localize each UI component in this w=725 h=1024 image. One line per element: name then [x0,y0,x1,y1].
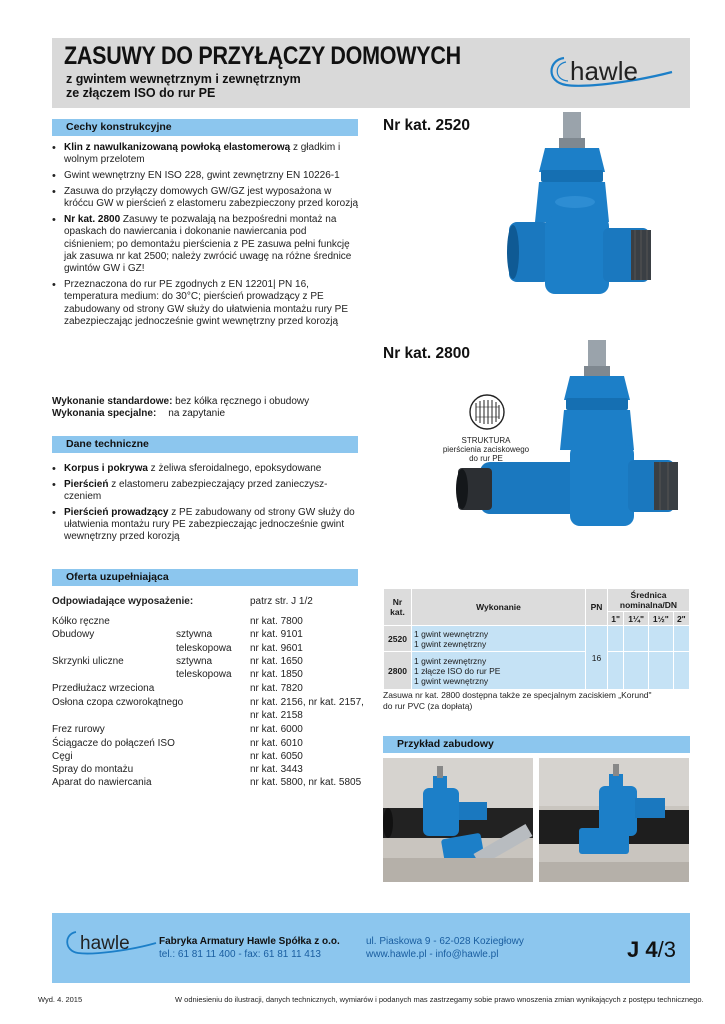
valve-2520-image [505,112,655,312]
disclaimer: W odniesieniu do ilustracji, danych technicznych, wymiarów i podanych mas zastrzegamy sobie prawo wnoszenia zmian wynikających z postępu technicznego. [175,995,704,1004]
offer-ref: nr kat. 6010 [250,737,303,749]
offer-ref: nr kat. 9601 [250,642,303,654]
svg-text:hawle: hawle [80,933,130,954]
offer-ref: nr kat. 1650 [250,655,303,667]
table-note-1: Zasuwa nr kat. 2800 dostępna także ze specjalnym zaciskiem „Korund" [383,690,652,700]
offer-ref: nr kat. 2158 [250,710,303,721]
structure-caption-2: pierścienia zaciskowego [442,445,530,454]
standard-label: Wykonanie standardowe: [52,396,173,407]
dn-cell [648,626,673,652]
structure-caption [440,436,532,463]
subtitle-line-1: z gwintem wewnętrznym i zewnętrznym [66,72,301,86]
col-header-pn: PN [586,589,608,626]
row-line: 1 gwint zewnętrzny [414,638,487,649]
table-row [384,652,690,690]
page-code-sub: /3 [657,937,676,962]
product-2520-title: Nr kat. 2520 [383,117,471,134]
dn-2: 1¼" [624,612,649,626]
list-item-bold: Pierścień prowadzący [64,506,169,518]
offer-name: Kółko ręczne [52,616,110,627]
features-list [52,142,358,332]
dn-cell [608,626,624,652]
list-item-text: Zasuwy te pozwalają na bezpośredni montaż na opaskach do nawiercania i dokonanie nawiercania pod ciśnieniem; po demontażu pierścienia z PE zasuwa pełni funkcję jak zasuwa nr kat 2500; należy zwrócić uwagę na różne średnice gwintów GW i GZ! [64,213,352,275]
dn-cell [673,652,689,690]
dn-cell [608,652,624,690]
dn-cell [624,652,649,690]
dn-cell [673,626,689,652]
list-item [52,479,358,504]
row-line: 1 gwint zewnętrzny [414,655,487,666]
page-footer [52,913,690,983]
offer-name: Aparat do nawiercania [52,777,152,789]
offer-ref: nr kat. 6000 [250,724,303,736]
offer-ref: nr kat. 1850 [250,669,303,681]
list-item-text: Zasuwa do przyłączy domowych GW/GZ jest wyposażona w króćcu GW w pierścień z elastomeru zabezpieczony przed korozją [64,185,359,210]
list-item-text: z gładkim i wolnym przelotem [64,142,341,166]
edition: Wyd. 4. 2015 [38,995,83,1004]
page-subtitle [66,72,301,100]
offer-ref: nr kat. 2156, nr kat. 2157, [250,696,364,708]
offer-type: sztywna [176,629,213,641]
tech-list [52,463,358,547]
row-line: 1 złącze ISO do rur PE [414,665,501,676]
hawle-logo [544,52,676,92]
offer-ref: nr kat. 7800 [250,616,303,627]
row-nr: 2520 [384,626,412,652]
list-item-bold: Klin z nawulkanizowaną powłoką elastomerową [64,142,291,153]
offer-name: Obudowy [52,629,95,641]
footer-address: ul. Piaskowa 9 - 62-028 Koziegłowy [366,936,524,947]
offer-col-header: Odpowiadające wyposażenie: [52,596,194,607]
section-heading-offer: Oferta uzupełniająca [52,569,358,586]
row-line: 1 gwint wewnętrzny [414,675,489,686]
col-header-nr: Nr kat. [384,589,412,626]
row-nr: 2800 [384,652,412,690]
footer-phone: tel.: 61 81 11 400 - fax: 61 81 11 413 [159,949,321,960]
special-value: na zapytanie [168,408,226,420]
offer-name: Ściągacze do połączeń ISO [52,737,175,749]
footer-web-link[interactable]: www.hawle.pl - info@hawle.pl [366,949,499,960]
offer-ref: nr kat. 7820 [250,683,303,695]
offer-type: teleskopowa [176,642,232,654]
versions-block [52,396,309,421]
list-item-bold: Nr kat. 2800 [64,213,121,225]
section-heading-tech: Dane techniczne [52,436,358,453]
list-item [52,214,358,275]
subtitle-line-2: ze złączem ISO do rur PE [66,86,216,100]
col-header-wykonanie: Wykonanie [412,589,586,626]
list-item [52,170,358,182]
list-item-text: Gwint wewnętrzny EN ISO 228, gwint zewnętrzny EN 10226-1 [64,170,340,182]
table-row [384,626,690,652]
installation-photo-1 [383,758,533,882]
table-note [383,690,652,712]
row-wykonanie [412,652,586,690]
section-heading-features: Cechy konstrukcyjne [52,119,358,136]
standard-value: bez kółka ręcznego i obudowy [172,396,310,407]
list-item-bold: Korpus i pokrywa [64,463,148,474]
dn-1: 1" [608,612,624,626]
dn-cell [624,626,649,652]
spec-table [383,588,690,690]
offer-name: Frez rurowy [52,724,105,736]
structure-caption-1: STRUKTURA [461,436,511,445]
list-item [52,279,358,328]
row-pn: 16 [586,626,608,690]
list-item-text: z żeliwa sferoidalnego, epoksydowane [147,463,322,474]
product-2800-title: Nr kat. 2800 [383,345,471,362]
list-item-text: Przeznaczona do rur PE zgodnych z EN 12201| PN 16, temperatura medium: do 30°C; pierścień prowadzący z PE zabudowany od strony GW służy do ułatwienia montażu rury PE zabezpieczając jednocześnie gwint wewnętrzny przed korozją [64,278,349,327]
page-title: ZASUWY DO PRZYŁĄCZY DOMOWYCH [64,42,461,70]
col-header-dn: Średnica nominalna/DN [608,589,690,612]
dn-3: 1½" [648,612,673,626]
structure-caption-3: do rur PE [469,454,503,463]
dn-4: 2" [673,612,689,626]
page-code-main: J 4 [627,937,658,962]
dn-cell [648,652,673,690]
page-code [627,937,676,963]
offer-ref: nr kat. 3443 [250,764,303,776]
offer-name: Skrzynki uliczne [52,655,124,667]
page-header [52,38,690,108]
footer-company: Fabryka Armatury Hawle Spółka z o.o. [159,936,340,947]
list-item [52,142,358,167]
list-item-text: z elastomeru zabezpieczający przed zanieczysz-czeniem [64,478,328,503]
offer-name: Cęgi [52,750,73,762]
offer-type: sztywna [176,655,213,667]
installation-photo-2 [539,758,689,882]
clamp-ring-structure-icon [468,393,506,431]
list-item [52,186,358,211]
offer-ref: nr kat. 6050 [250,750,303,762]
special-label: Wykonania specjalne: [52,408,157,420]
section-heading-example: Przykład zabudowy [383,736,690,753]
list-item-text: z PE zabudowany od strony GW służy do ułatwienia montażu rury PE zabezpieczając jednocześnie gwint wewnętrzny przed korozją [64,506,355,543]
list-item [52,463,358,475]
list-item [52,507,358,544]
list-item-bold: Pierścień [64,478,109,490]
offer-ref: nr kat. 5800, nr kat. 5805 [250,777,362,789]
table-note-2: do rur PVC (za dopłatą) [383,701,473,711]
row-line: 1 gwint wewnętrzny [414,628,489,639]
svg-text:hawle: hawle [570,56,638,86]
offer-name: Spray do montażu [52,764,134,776]
offer-col-header-ref: patrz str. J 1/2 [250,596,313,607]
offer-ref: nr kat. 9101 [250,629,303,641]
offer-name: Przedłużacz wrzeciona [52,683,155,695]
row-wykonanie [412,626,586,652]
offer-name: Osłona czopa czworokątnego [52,696,184,708]
footer-hawle-logo [62,927,158,959]
offer-type: teleskopowa [176,669,232,681]
